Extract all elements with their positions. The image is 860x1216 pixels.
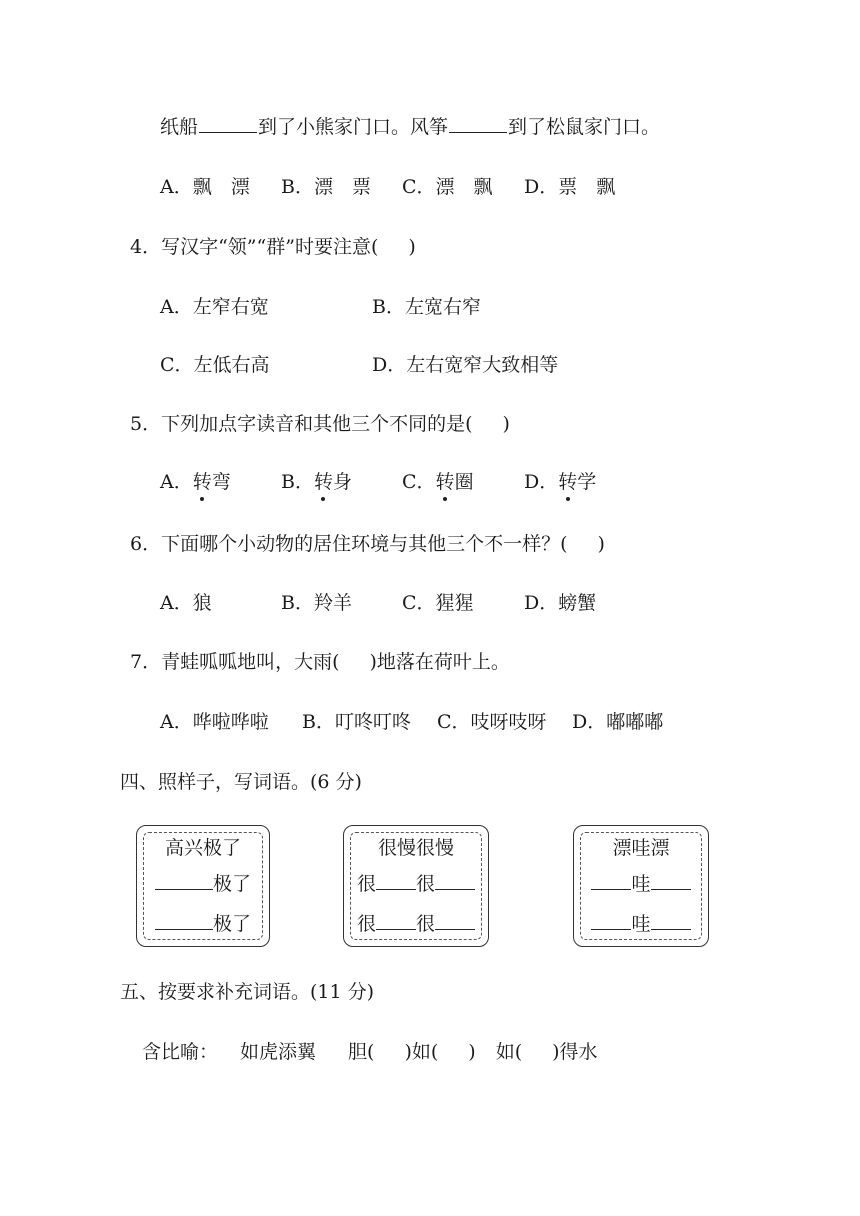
box-char: 很 bbox=[356, 913, 376, 935]
q5-dotted-char: 转 bbox=[558, 471, 578, 493]
q3-text-3: 到了松鼠家门口。 bbox=[508, 116, 661, 138]
q5-dotted-char: 转 bbox=[192, 471, 212, 493]
box-blank[interactable] bbox=[591, 873, 631, 890]
q5-option-label: A． bbox=[160, 471, 193, 493]
q5-dotted-char: 转 bbox=[313, 471, 333, 493]
q6-option-b: B．羚羊 bbox=[281, 592, 352, 614]
box-char: 哇 bbox=[631, 873, 651, 895]
q5-option-label: C． bbox=[402, 471, 436, 493]
q4-question bbox=[130, 235, 416, 259]
metaphor-word-2b: )如( bbox=[404, 1041, 439, 1063]
q4-close: ) bbox=[408, 236, 416, 258]
box-word: 极了 bbox=[212, 913, 251, 935]
q5-option-rest: 弯 bbox=[211, 471, 231, 493]
box-char: 很 bbox=[416, 913, 436, 935]
q5-option-rest: 学 bbox=[577, 471, 597, 493]
q4-option-b: B．左宽右窄 bbox=[372, 296, 481, 318]
box-line-1 bbox=[574, 872, 708, 896]
q5-option-rest: 圈 bbox=[454, 471, 474, 493]
box-char: 很 bbox=[416, 873, 436, 895]
q4-option-a: A．左窄右宽 bbox=[160, 296, 269, 318]
q4-number: 4． bbox=[130, 236, 162, 258]
q5-option-label: B． bbox=[281, 471, 314, 493]
q7-option-b: B．叮咚叮咚 bbox=[302, 711, 411, 733]
q3-option-b: B．漂 票 bbox=[281, 176, 371, 198]
q6-close: ) bbox=[597, 533, 605, 555]
q6-option-d: D．螃蟹 bbox=[524, 592, 597, 614]
q7-option-c: C．吱呀吱呀 bbox=[437, 711, 547, 733]
q5-option-d bbox=[524, 470, 596, 494]
q5-number: 5． bbox=[130, 413, 162, 435]
q7-close: )地落在荷叶上。 bbox=[369, 651, 510, 673]
q3-text-1: 纸船 bbox=[160, 116, 199, 138]
box-blank[interactable] bbox=[591, 913, 631, 930]
box-line-2 bbox=[574, 912, 708, 936]
example-box-3 bbox=[573, 825, 709, 947]
q3-blank-2[interactable] bbox=[449, 116, 507, 133]
q6-text: 下面哪个小动物的居住环境与其他三个不一样？( bbox=[161, 533, 568, 555]
q7-question bbox=[130, 650, 510, 674]
metaphor-word-3a: 如( bbox=[495, 1041, 523, 1063]
box-blank[interactable] bbox=[651, 913, 691, 930]
q5-close: ) bbox=[502, 413, 510, 435]
box-line-1 bbox=[137, 872, 269, 896]
box-blank[interactable] bbox=[376, 873, 416, 890]
box-char: 很 bbox=[356, 873, 376, 895]
box-line-1 bbox=[344, 872, 488, 896]
metaphor-word-3b: )得水 bbox=[552, 1041, 598, 1063]
box-char: 哇 bbox=[631, 913, 651, 935]
metaphor-word-1: 如虎添翼 bbox=[240, 1041, 317, 1063]
q3-option-c: C．漂 飘 bbox=[402, 176, 493, 198]
q4-option-c: C．左低右高 bbox=[160, 354, 270, 376]
q3-blank-1[interactable] bbox=[199, 116, 257, 133]
box-line-2 bbox=[344, 912, 488, 936]
q5-question bbox=[130, 412, 510, 436]
q7-number: 7． bbox=[130, 651, 162, 673]
q6-number: 6． bbox=[130, 533, 162, 555]
metaphor-row bbox=[142, 1040, 598, 1064]
box-example: 很慢很慢 bbox=[377, 837, 454, 859]
box-word: 极了 bbox=[212, 873, 251, 895]
q4-text: 写汉字“领”“群”时要注意( bbox=[161, 236, 379, 258]
metaphor-label: 含比喻： bbox=[142, 1041, 219, 1063]
example-box-2 bbox=[343, 825, 489, 947]
q6-question bbox=[130, 532, 605, 556]
q3-option-d: D．票 飘 bbox=[524, 176, 616, 198]
q7-option-a: A．哗啦哗啦 bbox=[160, 711, 269, 733]
q5-option-c bbox=[402, 470, 474, 494]
q3-text-2: 到了小熊家门口。风筝 bbox=[258, 116, 449, 138]
q5-option-label: D． bbox=[524, 471, 559, 493]
box-example: 漂哇漂 bbox=[612, 837, 670, 859]
box-blank[interactable] bbox=[155, 873, 213, 890]
box-blank[interactable] bbox=[435, 913, 475, 930]
q4-option-d: D．左右宽窄大致相等 bbox=[372, 354, 559, 376]
q5-option-b bbox=[281, 470, 352, 494]
box-blank[interactable] bbox=[651, 873, 691, 890]
q5-dotted-char: 转 bbox=[435, 471, 455, 493]
q5-text: 下列加点字读音和其他三个不同的是( bbox=[161, 413, 473, 435]
metaphor-word-2c: ) bbox=[468, 1041, 476, 1063]
box-blank[interactable] bbox=[155, 913, 213, 930]
q6-option-a: A．狼 bbox=[160, 592, 212, 614]
q7-text: 青蛙呱呱地叫，大雨( bbox=[161, 651, 340, 673]
box-blank[interactable] bbox=[435, 873, 475, 890]
q3-sentence bbox=[160, 115, 660, 139]
q6-option-c: C．猩猩 bbox=[402, 592, 474, 614]
metaphor-word-2a: 胆( bbox=[348, 1041, 375, 1063]
q7-option-d: D．嘟嘟嘟 bbox=[572, 711, 664, 733]
section5-title: 五、按要求补充词语。(11 分) bbox=[120, 981, 375, 1003]
q5-option-a bbox=[160, 470, 231, 494]
box-blank[interactable] bbox=[376, 913, 416, 930]
box-line-2 bbox=[137, 912, 269, 936]
section4-title: 四、照样子，写词语。(6 分) bbox=[120, 771, 362, 793]
q3-option-a: A．飘 漂 bbox=[160, 176, 250, 198]
q5-option-rest: 身 bbox=[332, 471, 352, 493]
example-box-1 bbox=[136, 825, 270, 947]
box-example: 高兴极了 bbox=[164, 837, 241, 859]
